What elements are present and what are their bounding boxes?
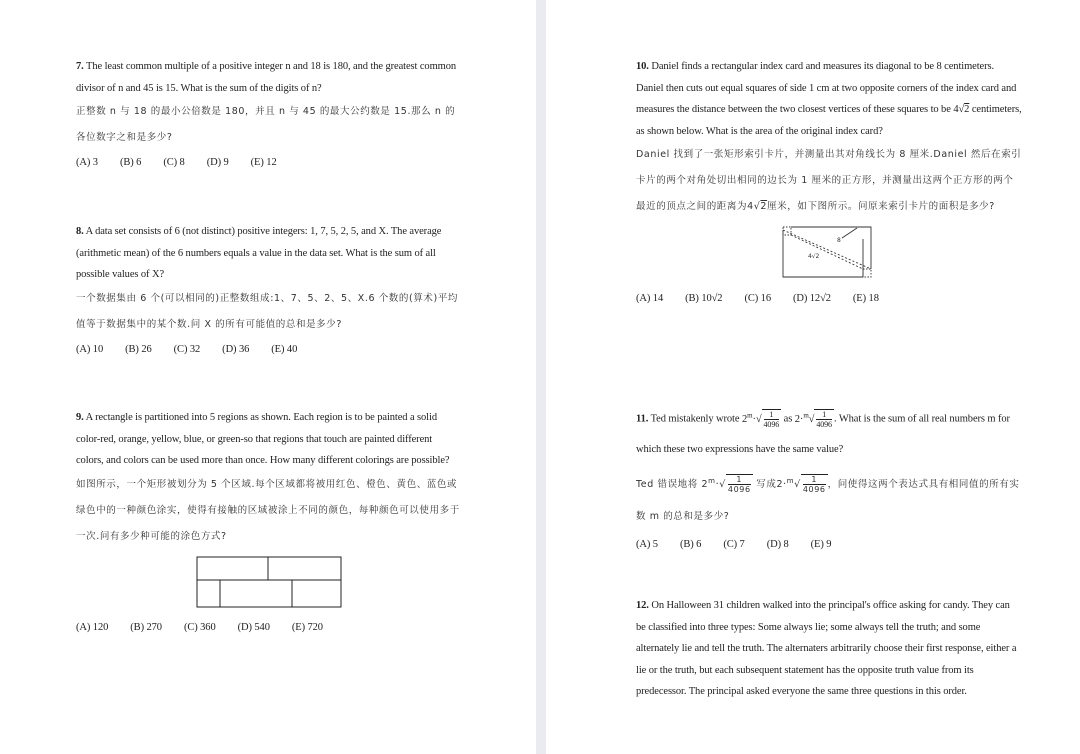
choice-a: (A) 120: [76, 622, 109, 633]
answer-choices: [636, 535, 1022, 555]
choice-e: (E) 40: [271, 343, 298, 355]
question-8-text: [76, 221, 462, 286]
question-number: 9.: [76, 412, 84, 423]
diagonal-line: [783, 230, 871, 269]
choice-c: (C) 16: [744, 292, 771, 304]
choice-c: (C) 32: [173, 343, 201, 355]
card-outline-right: [791, 227, 871, 269]
question-10-english-end: centimeters, as shown below. What is the area of the original index card?: [636, 104, 1022, 137]
question-number: 8.: [76, 226, 84, 237]
choice-e: (E) 720: [291, 622, 323, 633]
question-10-chinese: Daniel 找到了一张矩形索引卡片，并测量出其对角线长为 8 厘米.Daniel 然后在索引卡片的两个对角处切出相同的边长为 1 厘米的正方形，并测量出这两个正方形的两个最近的顶点之间的距离为4√2厘米，如下图所示。问原来索引卡片的面积是多少?: [636, 149, 1022, 212]
document-page-left: [0, 0, 536, 754]
choice-a: (A) 5: [636, 538, 658, 550]
expression-original: $2^m\cdot√$ $\frac{1}{4096}$: [741, 410, 780, 430]
question-7-chinese: 正整数 n 与 18 的最小公倍数是 180，并且 n 与 45 的最大公约数是 15.那么 n 的各位数字之和是多少?: [76, 106, 456, 143]
diagonal-label: 8: [837, 237, 841, 244]
choice-b: (B) 10√2: [685, 292, 723, 304]
label-leader: [842, 228, 857, 238]
question-number: 11.: [636, 413, 649, 425]
answer-choices: [636, 289, 1022, 309]
question-10: [636, 56, 1022, 309]
choice-b: (B) 270: [130, 622, 162, 633]
choice-c: (C) 360: [183, 622, 216, 633]
choice-e: (E) 18: [852, 292, 879, 304]
choice-d: (D) 540: [237, 622, 270, 633]
choice-c: (C) 8: [163, 157, 185, 168]
answer-choices: [76, 153, 462, 173]
question-8-english: A data set consists of 6 (not distinct) positive integers: 1, 7, 5, 2, 5, and X. The average (arithmetic mean) of the 6 numbers equals a value in the data set. What is the sum of all possible values of X?: [76, 226, 442, 280]
question-7-text: [76, 56, 462, 99]
document-page-right: [546, 0, 1080, 754]
choice-b: (B) 6: [119, 157, 142, 168]
question-10-text: [636, 56, 1022, 142]
choice-e: (E) 12: [250, 157, 277, 168]
outer-rectangle: [197, 557, 341, 607]
question-9-chinese: 如图所示，一个矩形被划分为 5 个区域.每个区域都将被用红色、橙色、黄色、蓝色或绿色中的一种颜色涂实，使得有接触的区域被涂上不同的颜色，每种颜色可以使用多于一次.问有多少种可能的涂色方式?: [76, 478, 460, 542]
choice-a: (A) 3: [76, 157, 98, 168]
choice-e: (E) 9: [810, 538, 832, 550]
choice-d: (D) 9: [206, 157, 229, 168]
rectangle-diagram: [196, 556, 342, 608]
index-card-figure: [636, 226, 1022, 287]
question-number: 10.: [636, 61, 649, 72]
choice-b: (B) 6: [679, 538, 702, 550]
choice-d: (D) 12√2: [792, 292, 831, 304]
expression-mistaken: 2·$^m$√ $\frac{1}{4096}$: [794, 410, 832, 430]
cut-square-bottom-right: [863, 269, 871, 277]
distance-value: 4√2: [953, 104, 970, 115]
question-11-chinese: Ted 错误地将 $2^m\cdot√$ $\frac{1}{4096}$ 写成2·$^m$√ $\frac{1}{4096}$ ，问使得这两个表达式具有相同值的所有实数 m 的总和是多少?: [636, 475, 1020, 522]
question-9-english: A rectangle is partitioned into 5 regions as shown. Each region is to be painted a solid color-red, orange, yellow, blue, or green-so that regions that touch are painted different colors, and colors can be used more than once. How many different colorings are possible?: [76, 412, 450, 466]
choice-c: (C) 7: [723, 538, 745, 550]
question-11: [636, 400, 1022, 555]
partitioned-rectangle-figure: [76, 556, 462, 617]
question-8: [76, 221, 462, 360]
question-number: 12.: [636, 600, 649, 611]
question-12-english: On Halloween 31 children walked into the principal's office asking for candy. They can be classified into three types: Some always lie; some always tell the truth; and some alternately lie and tell the truth. The alternaters arbitrarily choose their first response, either a lie or the truth, but each subsequent statement has the opposite truth value from its predecessor. The principal asked everyone the same three questions in this order.: [636, 600, 1017, 697]
choice-a: (A) 10: [76, 343, 104, 355]
choice-b: (B) 26: [125, 343, 152, 355]
question-11-text: 11. Ted mistakenly wrote $2^m\cdot√$ $\frac{1}{4096}$ as 2·$^m$√ $\frac{1}{4096}$ . What is the sum of all real numbers m for which these two expressions have the same value?: [636, 410, 1010, 455]
choice-d: (D) 36: [222, 343, 250, 355]
question-8-chinese: 一个数据集由 6 个(可以相同的)正整数组成:1、7、5、2、5、X.6 个数的(算术)平均值等于数据集中的某个数.问 X 的所有可能值的总和是多少?: [76, 292, 459, 330]
inner-distance-label: 4√2: [808, 253, 820, 260]
question-number: 7.: [76, 61, 84, 72]
question-10-english: Daniel finds a rectangular index card and measures its diagonal to be 8 centimeters. Daniel then cuts out equal squares of side 1 cm at two opposite corners of the index card and measures the distance between the two closest vertices of these squares to be: [636, 61, 1017, 115]
question-7-english: The least common multiple of a positive integer n and 18 is 180, and the greatest common divisor of n and 45 is 15. What is the sum of the digits of n?: [76, 61, 457, 94]
question-7: [76, 56, 462, 173]
question-12-text: [636, 595, 1022, 703]
answer-choices: [76, 618, 462, 638]
choice-d: (D) 8: [766, 538, 789, 550]
question-9: [76, 407, 462, 638]
choice-a: (A) 14: [636, 292, 664, 304]
answer-choices: [76, 340, 462, 360]
inner-distance-line: [791, 235, 863, 269]
question-9-text: [76, 407, 462, 472]
index-card-diagram: [782, 226, 872, 278]
question-12: [636, 595, 1022, 703]
